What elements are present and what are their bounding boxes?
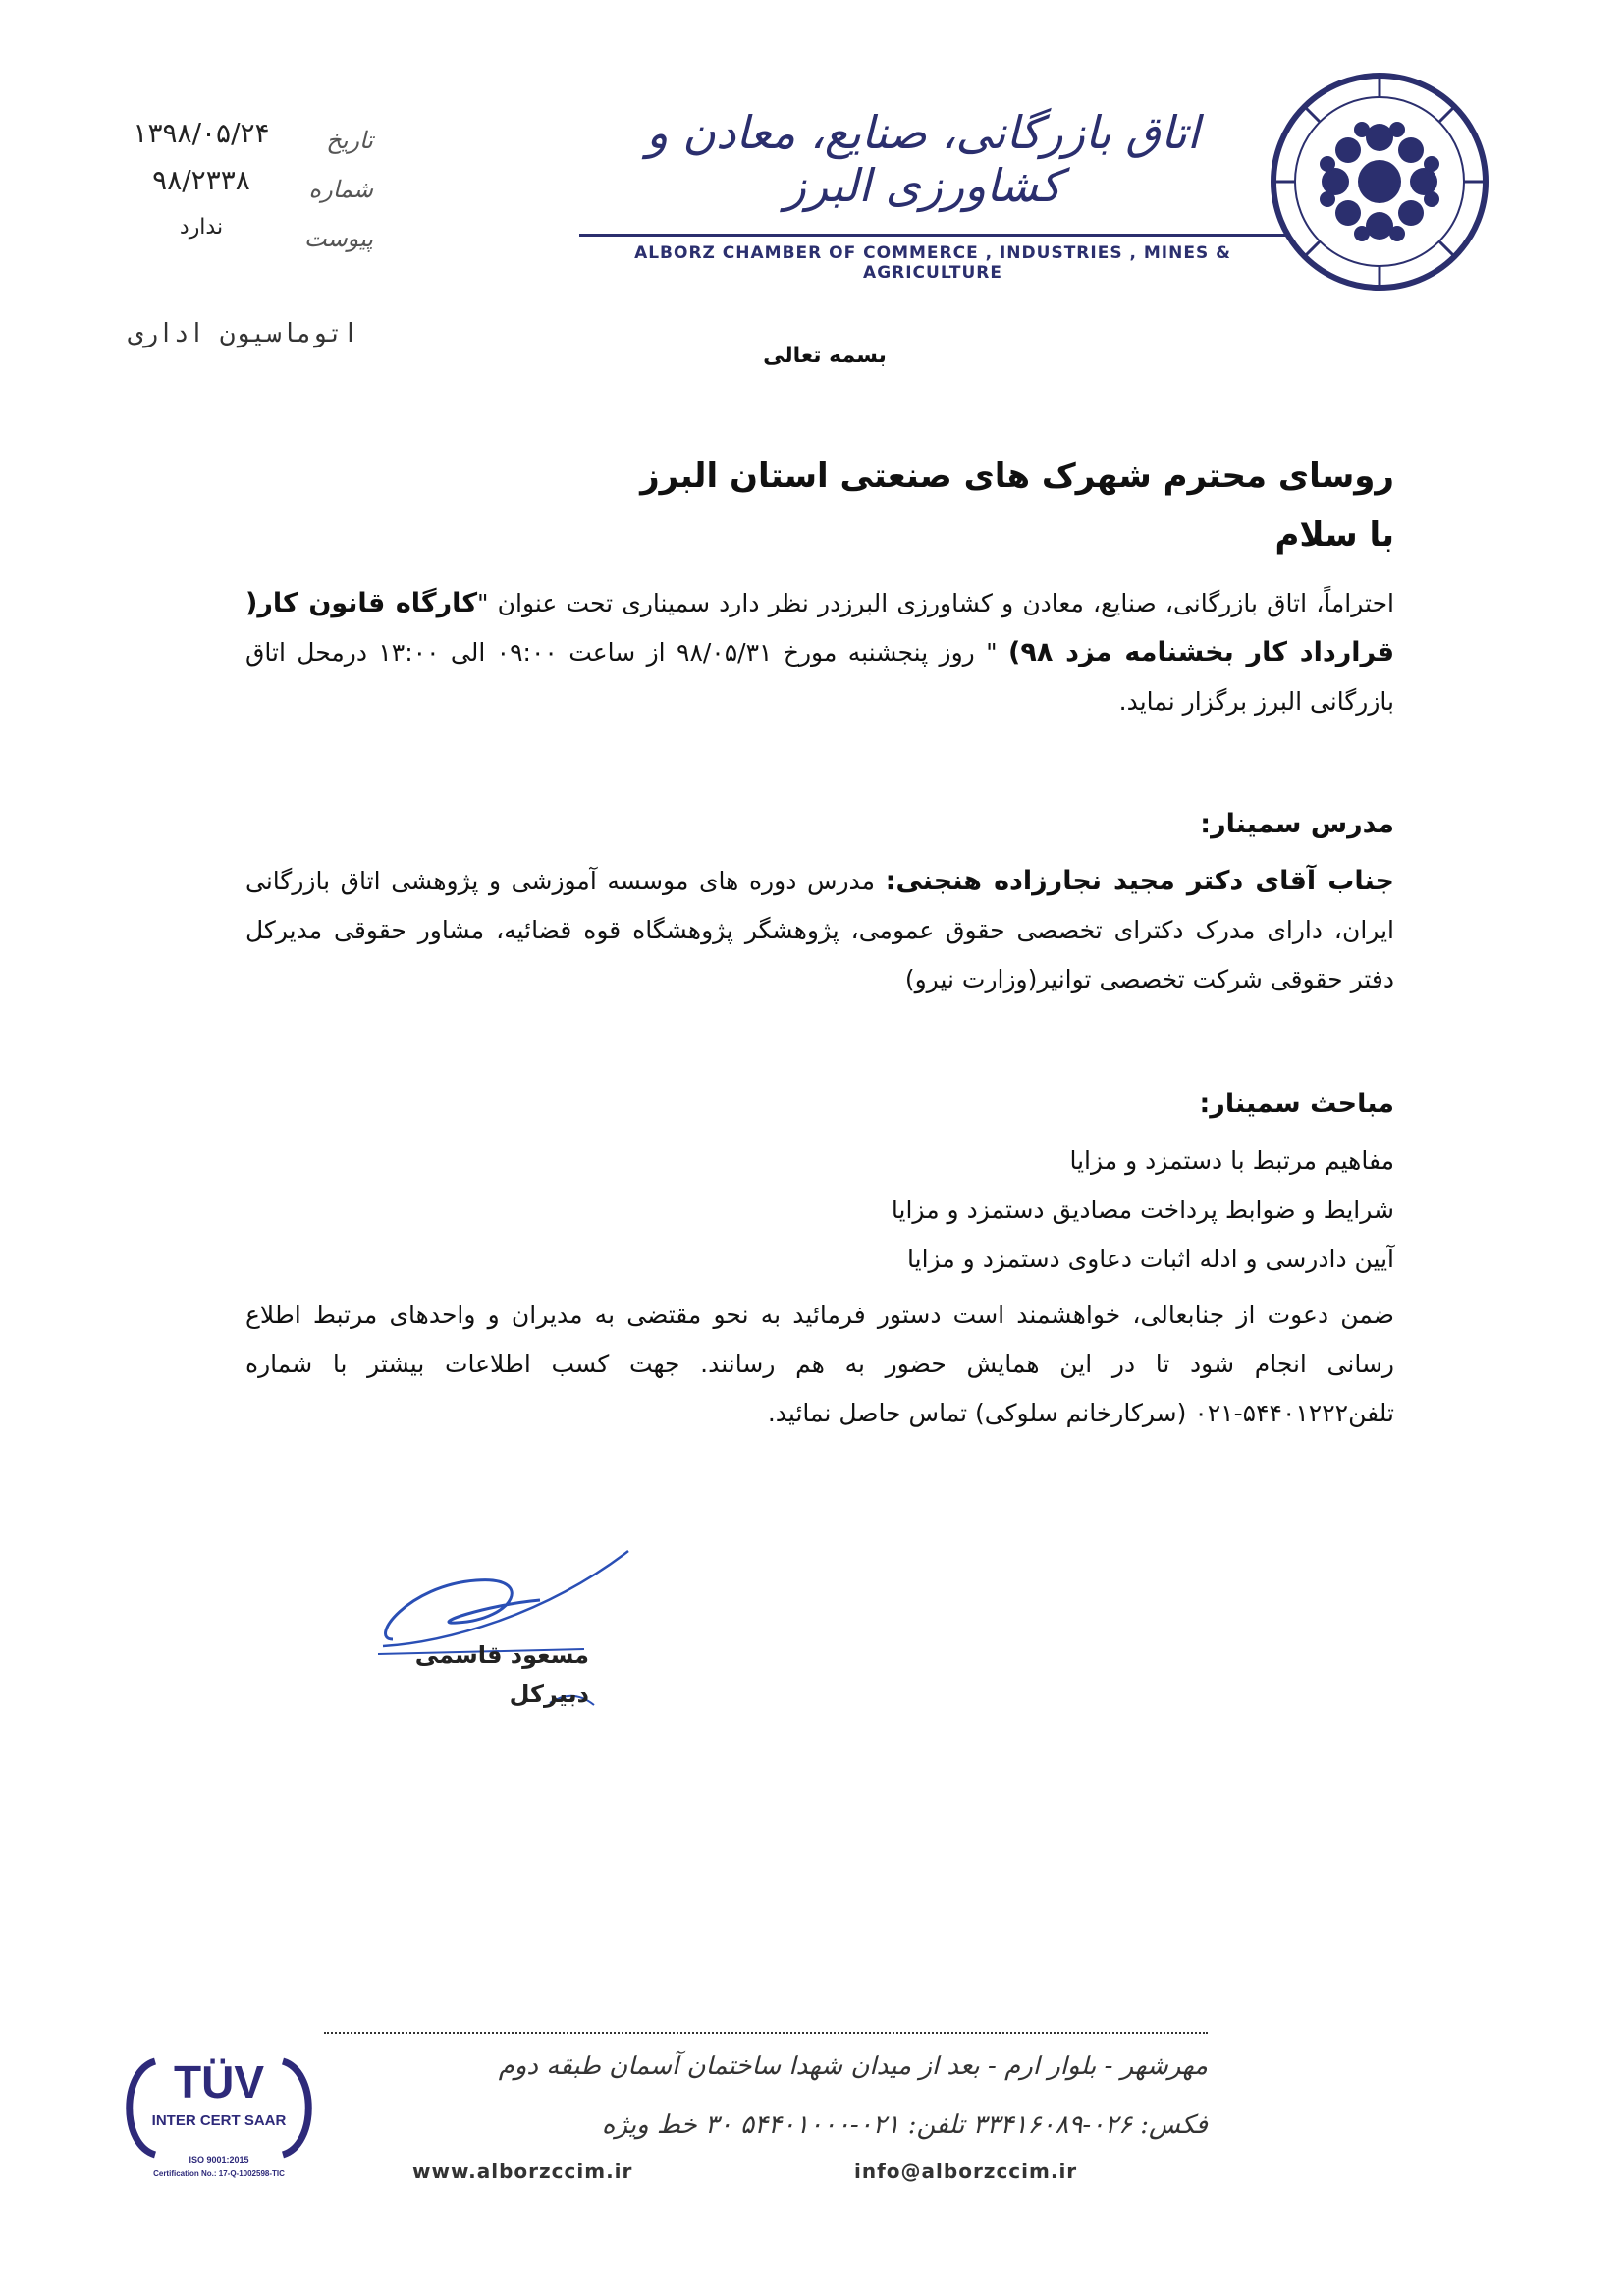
header-rule: [579, 234, 1286, 237]
letter-heading: [245, 447, 1394, 564]
instructor-section: [245, 800, 1394, 1004]
topic-item: آیین دادرسی و ادله اثبات دعاوی دستمزد و مزایا: [907, 1245, 1394, 1273]
bismillah: بسمه تعالی: [763, 344, 887, 368]
attachment-label: پیوست: [304, 225, 373, 252]
tuv-sub: INTER CERT SAAR: [151, 2112, 287, 2129]
tuv-cert: Certification No.: 17-Q-1002598-TIC: [153, 2169, 285, 2178]
tuv-cert-logo: [116, 2047, 322, 2184]
recipient: روسای محترم شهرک های صنعتی استان البرز: [640, 456, 1394, 496]
closing-text: ضمن دعوت از جنابعالی، خواهشمند است دستور فرمائید به نحو مقتضی به مدیران و واحدهای مرتبط اطلاع رسانی انجام شود تا در این همایش حضور به هم رسانند. جهت کسب اطلاعات بیشتر با شماره تلفن۵۴۴۰۱۲۲۲-۰۲۱ (سرکارخانم سلوکی) تماس حاصل نمائید.: [245, 1301, 1394, 1427]
footer-rule: [324, 2032, 1208, 2036]
letter-date: ۱۳۹۸/۰۵/۲۴: [133, 117, 270, 149]
chamber-name-fa: اتاق بازرگانی، صنایع، معادن و کشاورزی البرز: [646, 106, 1200, 212]
topic-item: مفاهیم مرتبط با دستمزد و مزایا: [1069, 1147, 1394, 1175]
meta-values: [118, 110, 285, 251]
signer-title: دبیرکل: [509, 1681, 589, 1708]
topics-heading: مباحث سمینار:: [1199, 1089, 1394, 1119]
seminar-title: کارگاه قانون کار( قرارداد کار بخشنامه مزد ۹۸): [245, 588, 1395, 667]
footer-address: مهرشهر - بلوار ارم - بعد از میدان شهدا ساختمان آسمان طبقه دوم: [498, 2052, 1208, 2081]
intro-text: احتراماً، اتاق بازرگانی، صنایع، معادن و کشاورزی البرزدر نظر دارد سمیناری تحت عنوان ": [477, 589, 1394, 617]
chamber-name-en: ALBORZ CHAMBER OF COMMERCE , INDUSTRIES , MINES & AGRICULTURE: [634, 243, 1231, 283]
topic-item: شرایط و ضوابط پرداخت مصادیق دستمزد و مزایا: [891, 1196, 1394, 1224]
instructor-name: جناب آقای دکتر مجید نجارزاده هنجنی:: [885, 866, 1394, 896]
chamber-logo: [1267, 69, 1492, 294]
schedule-text: " روز پنجشنبه مورخ ۹۸/۰۵/۳۱ از ساعت ۰۹:۰۰ الی ۱۳:۰۰ درمحل اتاق بازرگانی البرز برگزار نماید.: [245, 638, 1394, 716]
number-label: شماره: [308, 176, 373, 203]
instructor-bio: مدرس دوره های موسسه آموزشی و پژوهشی اتاق بازرگانی ایران، دارای مدرک دکترای تخصصی حقوق عمومی، پژوهشگر پژوهشگاه قوه قضائیه، مشاور حقوقی مدیرکل دفتر حقوقی شرکت تخصصی توانیر(وزارت نیرو): [245, 867, 1394, 993]
instructor-heading: مدرس سمینار:: [1200, 809, 1394, 839]
tuv-iso: ISO 9001:2015: [189, 2155, 249, 2164]
footer-website[interactable]: www.alborzccim.ir: [412, 2160, 633, 2183]
footer-phone: فکس: ۰۲۶-۳۳۴۱۶۰۸۹ تلفن: ۰۲۱-۵۴۴۰۱۰۰۰ ۳۰ خط ویژه: [601, 2110, 1208, 2140]
automation-stamp: اتوماسیون اداری: [128, 319, 358, 348]
closing-paragraph: [245, 1291, 1394, 1438]
date-label: تاریخ: [326, 127, 373, 154]
intro-paragraph: [245, 579, 1394, 726]
tuv-brand: TÜV: [174, 2056, 264, 2108]
footer-email[interactable]: info@alborzccim.ir: [854, 2160, 1078, 2183]
signer-name: مسعود قاسمی: [414, 1641, 589, 1669]
letter-number: ۹۸/۲۳۳۸: [152, 164, 250, 196]
greeting: با سلام: [1274, 515, 1394, 555]
topics-section: [245, 1080, 1394, 1284]
letter-attachment: ندارد: [179, 215, 224, 240]
meta-labels: [295, 116, 373, 263]
